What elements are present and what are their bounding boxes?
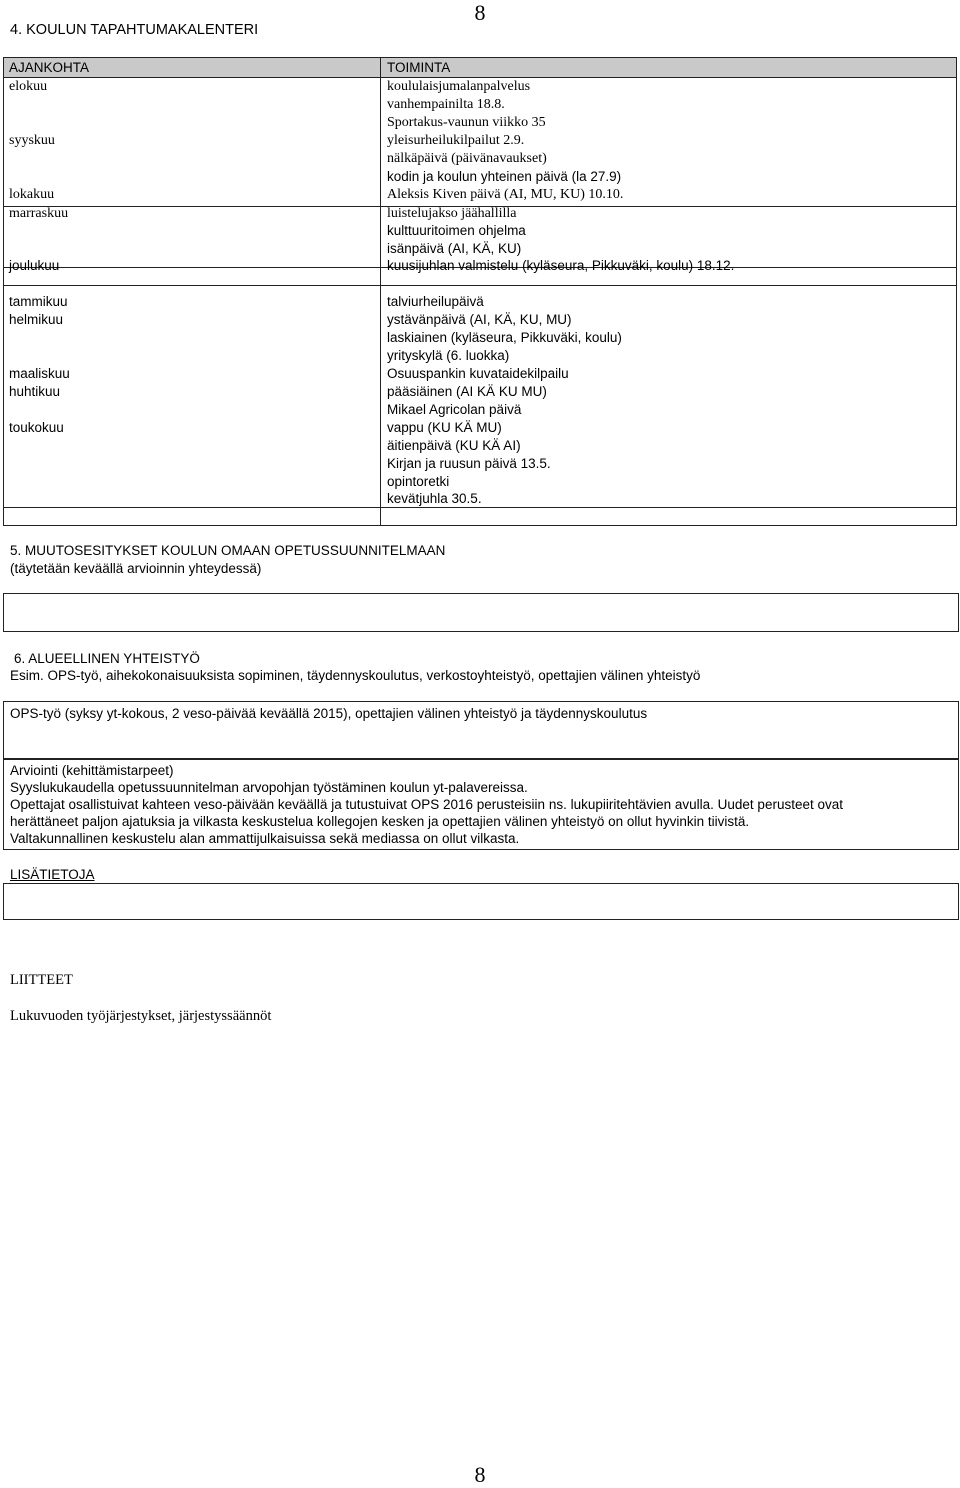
page-number-bottom: 8 xyxy=(474,1462,486,1487)
section-6-title: 6. ALUEELLINEN YHTEISTYÖ xyxy=(14,651,200,666)
event-item: isänpäivä (AI, KÄ, KU) xyxy=(387,241,522,256)
event-item: yleisurheilukilpailut 2.9. xyxy=(387,133,525,148)
event-item: laskiainen (kyläseura, Pikkuväki, koulu) xyxy=(387,330,622,345)
event-item: koululaisjumalanpalvelus xyxy=(387,79,531,94)
event-item: vanhempainilta 18.8. xyxy=(387,97,505,112)
arviointi-line: Opettajat osallistuivat kahteen veso-päivään keväällä ja tutustuivat OPS 2016 perusteisiin ns. lukupiiritehtävien avulla. Uudet perusteet ovat xyxy=(10,797,843,812)
month-maaliskuu: maaliskuu xyxy=(9,366,70,381)
header-ajankohta: AJANKOHTA xyxy=(9,60,90,75)
arviointi-heading: Arviointi (kehittämistarpeet) xyxy=(10,763,174,778)
header-toiminta: TOIMINTA xyxy=(387,60,451,75)
column-divider xyxy=(380,58,381,525)
event-item: yrityskylä (6. luokka) xyxy=(387,348,510,363)
arviointi-line: herättäneet paljon ajatuksia ja vilkasta keskustelua kollegojen kesken ja opettajien välinen yhteistyö on ollut hyvinkin tiivistä. xyxy=(10,814,750,829)
arviointi-line: Valtakunnallinen keskustelu alan ammattijulkaisuissa sekä mediassa on ollut vilkasta. xyxy=(10,831,520,846)
event-item: Osuuspankin kuvataidekilpailu xyxy=(387,366,569,381)
month-elokuu: elokuu xyxy=(9,79,48,94)
event-item: kulttuuritoimen ohjelma xyxy=(387,223,526,238)
month-syyskuu: syyskuu xyxy=(9,133,55,148)
month-marraskuu: marraskuu xyxy=(9,206,69,221)
section-4-title: 4. KOULUN TAPAHTUMAKALENTERI xyxy=(10,22,259,38)
month-joulukuu: joulukuu xyxy=(9,258,60,273)
section-6-example: Esim. OPS-työ, aihekokonaisuuksista sopiminen, täydennyskoulutus, verkostoyhteistyö, opettajien välinen yhteistyö xyxy=(10,668,701,683)
liitteet-item: Lukuvuoden työjärjestykset, järjestyssäännöt xyxy=(10,1008,272,1024)
event-item: kuusijuhlan valmistelu (kyläseura, Pikkuväki, koulu) 18.12. xyxy=(387,258,735,273)
event-item: pääsiäinen (AI KÄ KU MU) xyxy=(387,384,547,399)
event-item: Mikael Agricolan päivä xyxy=(387,402,522,417)
event-item: äitienpäivä (KU KÄ AI) xyxy=(387,438,521,453)
month-toukokuu: toukokuu xyxy=(9,420,64,435)
month-lokakuu: lokakuu xyxy=(9,187,55,202)
page-number-top: 8 xyxy=(474,0,486,25)
row-divider xyxy=(4,285,956,286)
row-divider xyxy=(4,507,956,508)
month-tammikuu: tammikuu xyxy=(9,294,68,309)
section-5-subtitle: (täytetään keväällä arvioinnin yhteydessä) xyxy=(10,561,262,576)
event-item: Kirjan ja ruusun päivä 13.5. xyxy=(387,456,551,471)
event-item: talviurheilupäivä xyxy=(387,294,484,309)
event-item: luistelujakso jäähallilla xyxy=(387,206,517,221)
section-5-title: 5. MUUTOSESITYKSET KOULUN OMAAN OPETUSSUUNNITELMAAN xyxy=(10,543,446,558)
liitteet-title: LIITTEET xyxy=(10,972,73,988)
event-item: vappu (KU KÄ MU) xyxy=(387,420,502,435)
section-6-box-text: OPS-työ (syksy yt-kokous, 2 veso-päivää keväällä 2015), opettajien välinen yhteistyö ja täydennyskoulutus xyxy=(10,706,648,721)
section-5-empty-box xyxy=(3,593,959,632)
lisatietoja-box xyxy=(3,883,959,920)
arviointi-line: Syyslukukaudella opetussuunnitelman arvopohjan työstäminen koulun yt-palavereissa. xyxy=(10,780,528,795)
event-item: Sportakus-vaunun viikko 35 xyxy=(387,115,546,130)
event-calendar-table xyxy=(3,57,957,526)
month-helmikuu: helmikuu xyxy=(9,312,64,327)
lisatietoja-title: LISÄTIETOJA xyxy=(10,867,95,882)
event-item: kevätjuhla 30.5. xyxy=(387,491,482,506)
event-item: Aleksis Kiven päivä (AI, MU, KU) 10.10. xyxy=(387,187,624,202)
event-item: kodin ja koulun yhteinen päivä (la 27.9) xyxy=(387,169,622,184)
event-item: opintoretki xyxy=(387,474,450,489)
event-item: ystävänpäivä (AI, KÄ, KU, MU) xyxy=(387,312,572,327)
event-item: nälkäpäivä (päivänavaukset) xyxy=(387,151,547,166)
month-huhtikuu: huhtikuu xyxy=(9,384,61,399)
table-header-row xyxy=(4,58,956,78)
